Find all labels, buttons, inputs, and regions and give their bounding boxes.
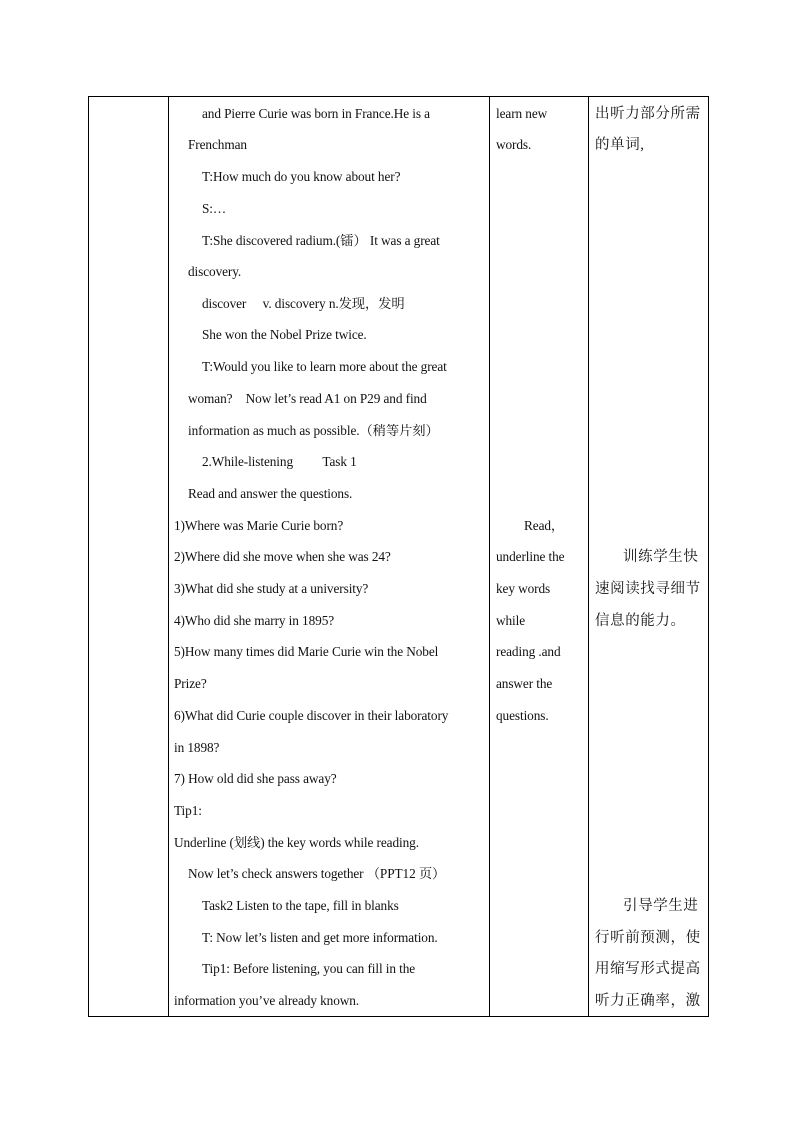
question-line: in 1898? [174,740,220,755]
student-activity-cell [490,97,589,1017]
content-line: T: Now let’s listen and get more information. [202,930,438,945]
student-line: questions. [496,708,549,723]
content-line: T:She discovered radium.(镭） It was a great [202,233,440,248]
student-line: underline the [496,549,565,564]
table-row [89,97,709,1017]
content-line: 2.While-listening Task 1 [202,454,357,469]
intent-line: 训练学生快 [623,549,699,565]
tip-line: Underline (划线) the key words while reading. [174,835,419,850]
student-line: reading .and [496,644,561,659]
intent-line: 用缩写形式提高 [595,961,701,977]
student-line: while [496,613,526,628]
step-cell [89,97,169,1017]
content-line: T:How much do you know about her? [202,169,401,184]
question-line: 6)What did Curie couple discover in their laboratory [174,708,449,723]
design-intent-cell [589,97,709,1017]
question-line: 1)Where was Marie Curie born? [174,518,344,533]
question-line: Prize? [174,676,207,691]
content-line: information you’ve already known. [174,993,360,1008]
intent-line: 的单词, [595,137,645,153]
content-line: Tip1: Before listening, you can fill in the [202,961,416,976]
content-line: woman? Now let’s read A1 on P29 and find [188,391,427,406]
content-line: Now let’s check answers together （PPT12 页） [188,866,446,881]
intent-line: 引导学生进 [623,898,699,914]
content-line: information as much as possible.（稍等片刻） [188,423,439,438]
student-line: Read， [524,518,565,533]
student-line: answer the [496,676,553,691]
content-line: discover v. discovery n.发现，发明 [202,296,405,311]
content-line: She won the Nobel Prize twice. [202,327,367,342]
student-line: learn new [496,106,548,121]
question-line: 4)Who did she marry in 1895? [174,613,335,628]
student-line: words. [496,137,532,152]
intent-line: 听力正确率，激 [595,993,701,1009]
tip-line: Tip1: [174,803,202,818]
content-line: Read and answer the questions. [188,486,353,501]
lesson-plan-table [88,96,709,1017]
content-line: and Pierre Curie was born in France.He is a [202,106,430,121]
question-line: 5)How many times did Marie Curie win the Nobel [174,644,439,659]
student-line: key words [496,581,551,596]
content-line: T:Would you like to learn more about the great [202,359,447,374]
content-line: S:… [202,201,227,216]
question-line: 7) How old did she pass away? [174,771,337,786]
content-line: Frenchman [188,137,247,152]
content-line: Task2 Listen to the tape, fill in blanks [202,898,399,913]
content-line: discovery. [188,264,242,279]
intent-line: 信息的能力。 [595,613,686,629]
question-line: 2)Where did she move when she was 24? [174,549,391,564]
question-line: 3)What did she study at a university? [174,581,369,596]
intent-line: 行听前预测，使 [595,930,701,946]
teaching-content-cell [169,97,490,1017]
intent-line: 速阅读找寻细节 [595,581,701,597]
intent-line: 出听力部分所需 [595,106,701,122]
